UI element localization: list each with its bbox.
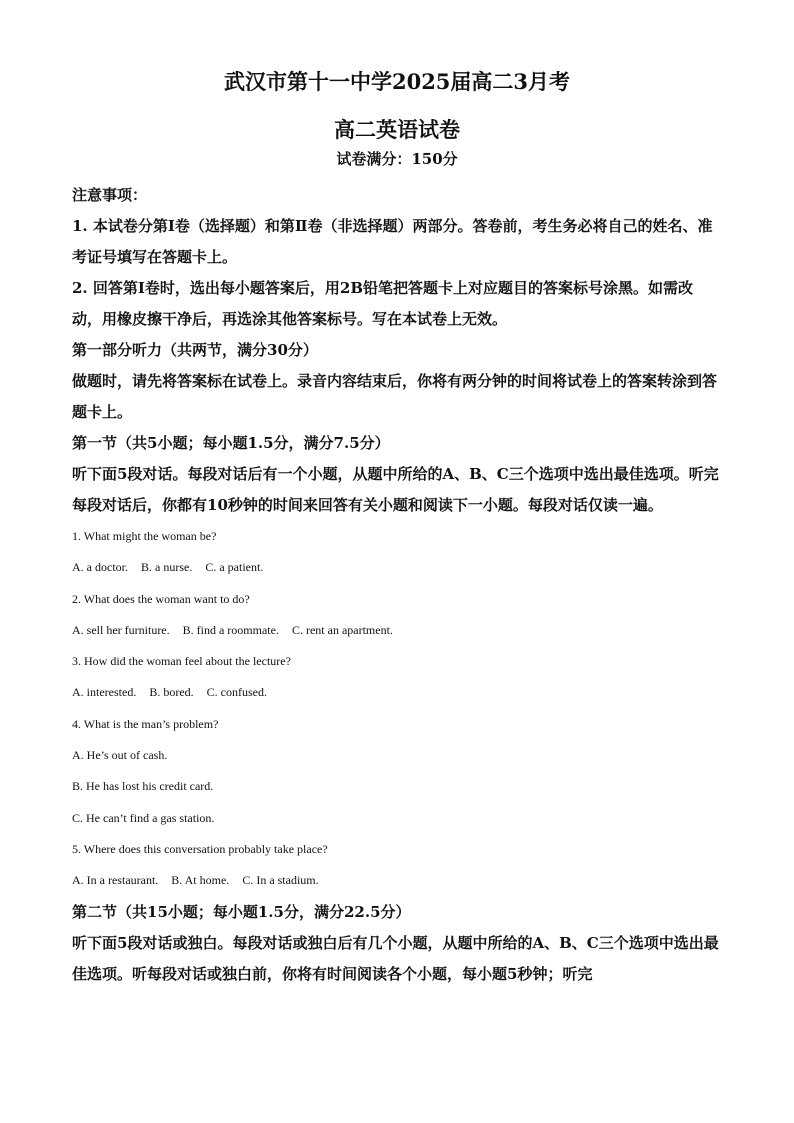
option-b: B. find a roommate. <box>182 622 279 637</box>
question-options-2 <box>72 615 720 646</box>
section2-instruction: 听下面5段对话或独白。每段对话或独白后有几个小题，从题中所给的A、B、C三个选项中选出最佳选项。听每段对话或独白前，你将有时间阅读各个小题，每小题5秒钟；听完 <box>72 933 719 983</box>
option-a: A. In a restaurant. <box>72 873 159 888</box>
school-title: 武汉市第十一中学2025届高二3月考 <box>223 69 571 94</box>
notes-item-1: 1. 本试卷分第Ⅰ卷（选择题）和第Ⅱ卷（非选择题）两部分。答卷前，考生务必将自己的姓名、准考证号填写在答题卡上。 <box>72 217 713 266</box>
question-4-option-c: C. He can’t find a gas station. <box>72 810 215 825</box>
question-stem-4: 4. What is the man’s problem? <box>72 716 219 731</box>
option-c: C. In a stadium. <box>242 873 319 888</box>
option-a: A. sell her furniture. <box>72 622 170 637</box>
paper-title: 高二英语试卷 <box>334 117 460 142</box>
question-options-1 <box>72 552 720 583</box>
full-score: 试卷满分：150分 <box>336 150 458 168</box>
option-a: A. interested. <box>72 685 137 700</box>
option-a: A. a doctor. <box>72 560 128 575</box>
option-c: C. confused. <box>206 685 267 700</box>
question-options-3 <box>72 677 720 708</box>
option-b: B. bored. <box>149 685 194 700</box>
section1-heading: 第一节（共5小题；每小题1.5分，满分7.5分） <box>72 434 390 452</box>
option-c: C. rent an apartment. <box>291 622 393 637</box>
notes-heading: 注意事项： <box>72 186 148 204</box>
question-stem-3: 3. How did the woman feel about the lecture? <box>72 654 291 669</box>
question-4-option-a: A. He’s out of cash. <box>72 748 168 763</box>
section2-heading: 第二节（共15小题；每小题1.5分，满分22.5分） <box>72 902 411 921</box>
question-options-5 <box>72 865 720 896</box>
question-4-option-b: B. He has lost his credit card. <box>72 779 214 794</box>
exam-body <box>72 180 720 990</box>
option-b: B. a nurse. <box>141 560 193 575</box>
part1-heading: 第一部分听力（共两节，满分30分） <box>72 341 318 359</box>
question-stem-1: 1. What might the woman be? <box>72 529 217 543</box>
question-stem-5: 5. Where does this conversation probably take place? <box>72 841 328 856</box>
section1-instruction: 听下面5段对话。每段对话后有一个小题，从题中所给的A、B、C三个选项中选出最佳选项。听完每段对话后，你都有10秒钟的时间来回答有关小题和阅读下一小题。每段对话仅读一遍。 <box>72 465 719 514</box>
question-stem-2: 2. What does the woman want to do? <box>72 591 250 606</box>
option-c: C. a patient. <box>205 560 264 575</box>
notes-item-2: 2. 回答第Ⅰ卷时，选出每小题答案后，用2B铅笔把答题卡上对应题目的答案标号涂黑。如需改动，用橡皮擦干净后，再选涂其他答案标号。写在本试卷上无效。 <box>72 279 694 328</box>
option-b: B. At home. <box>171 873 230 888</box>
part1-instruction: 做题时，请先将答案标在试卷上。录音内容结束后，你将有两分钟的时间将试卷上的答案转涂到答题卡上。 <box>72 372 718 421</box>
